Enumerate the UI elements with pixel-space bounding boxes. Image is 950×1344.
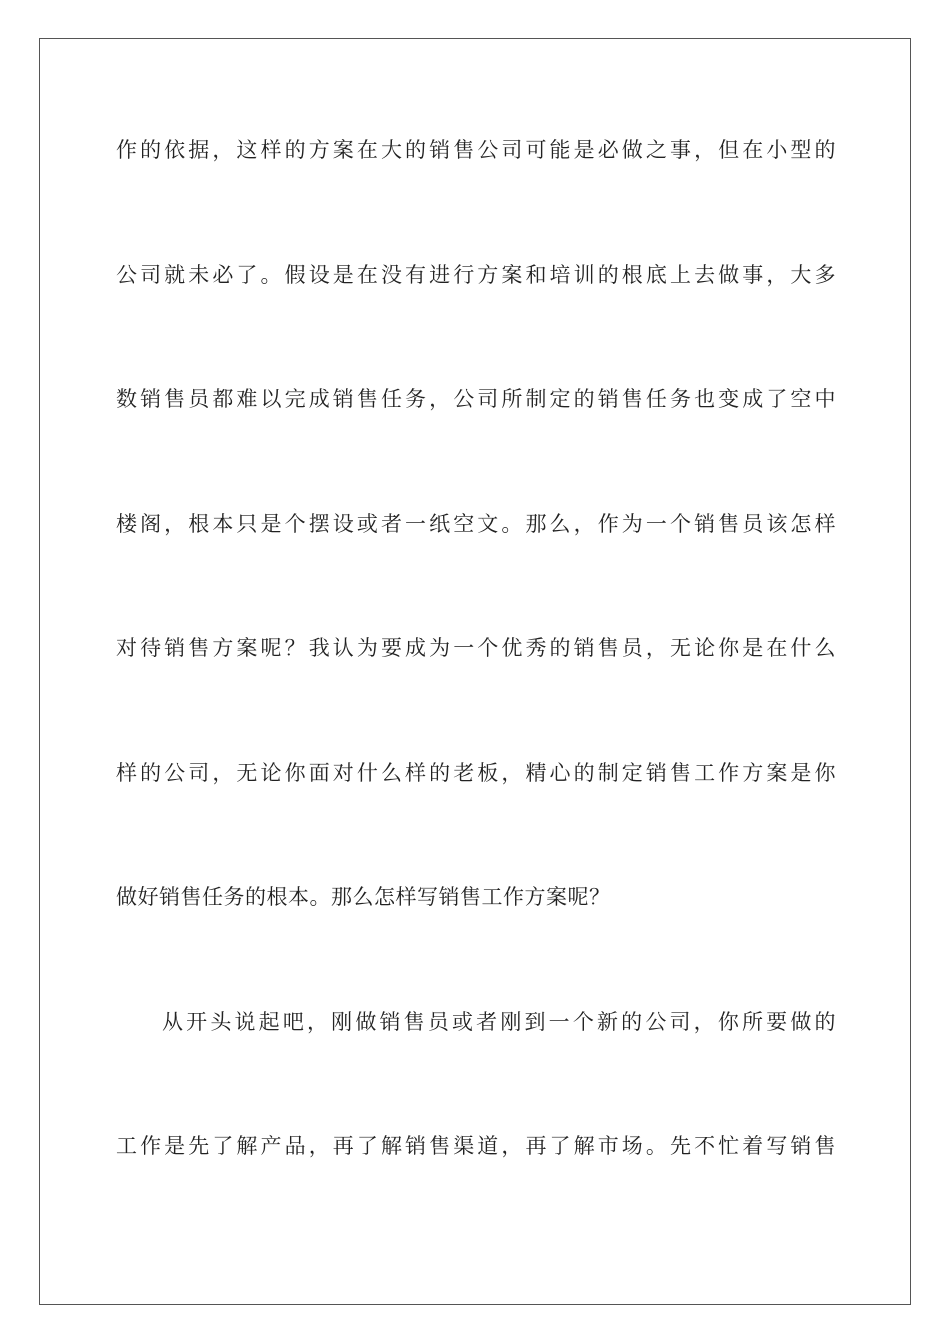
paragraph-line-9: 工作是先了解产品，再了解销售渠道，再了解市场。先不忙着写销售 [116,1134,836,1158]
paragraph-line-5: 对待销售方案呢？我认为要成为一个优秀的销售员，无论你是在什么 [116,636,836,660]
paragraph-line-3: 数销售员都难以完成销售任务，公司所制定的销售任务也变成了空中 [116,387,836,411]
paragraph-line-8: 从开头说起吧，刚做销售员或者刚到一个新的公司，你所要做的 [162,1010,836,1034]
page-border [39,38,911,1305]
paragraph-line-7: 做好销售任务的根本。那么怎样写销售工作方案呢？ [116,885,611,909]
paragraph-line-1: 作的依据，这样的方案在大的销售公司可能是必做之事，但在小型的 [116,138,836,162]
paragraph-line-6: 样的公司，无论你面对什么样的老板，精心的制定销售工作方案是你 [116,761,836,785]
paragraph-line-4: 楼阁，根本只是个摆设或者一纸空文。那么，作为一个销售员该怎样 [116,512,836,536]
paragraph-line-2: 公司就未必了。假设是在没有进行方案和培训的根底上去做事，大多 [116,263,836,287]
